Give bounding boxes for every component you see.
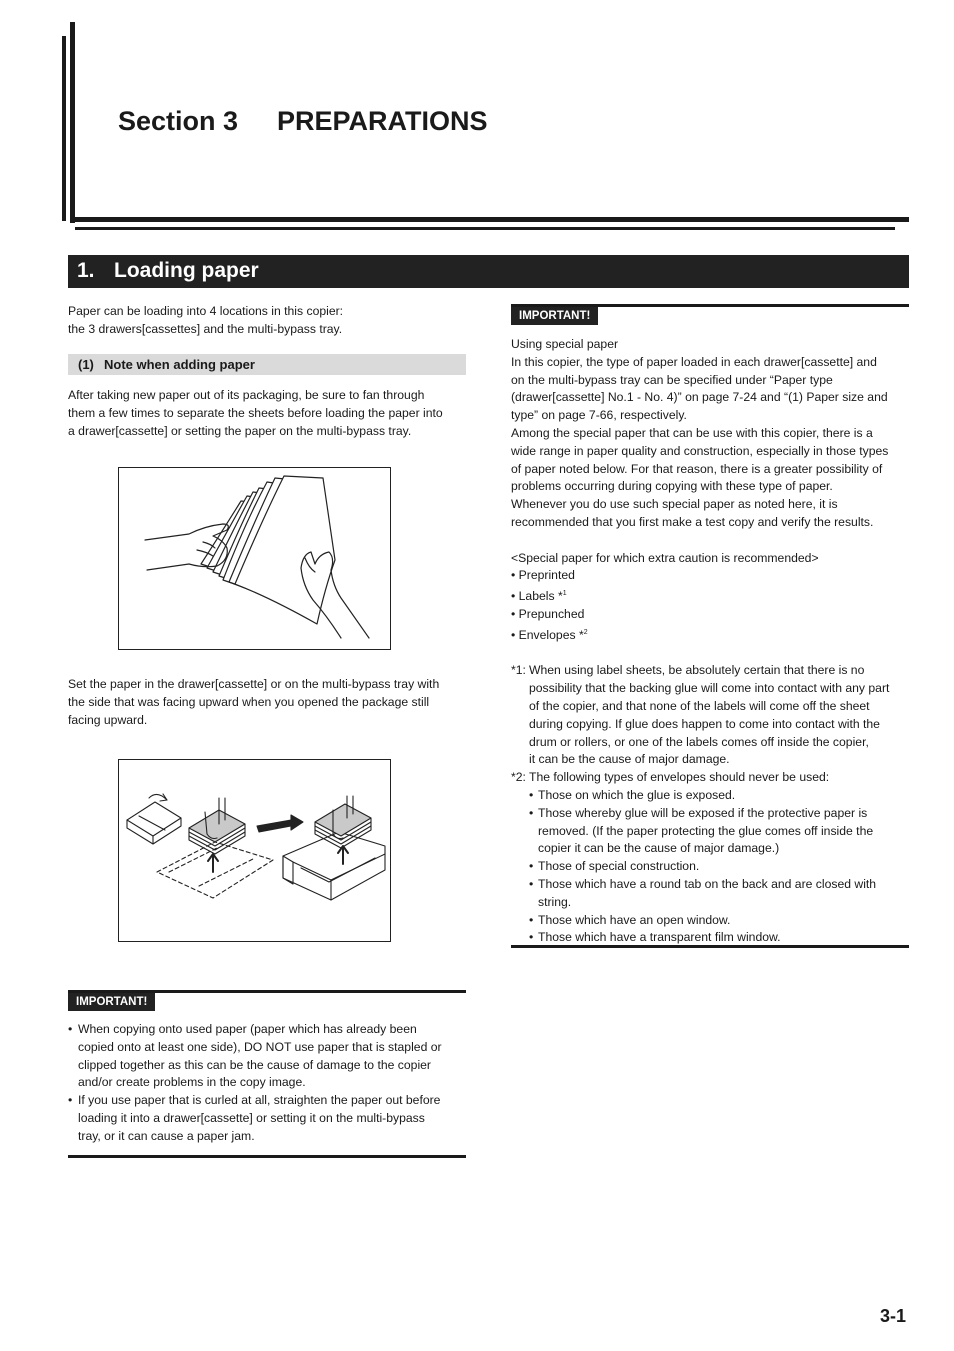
intro-line: Paper can be loading into 4 locations in this copier: xyxy=(68,304,344,318)
text-line: wide range in paper quality and construction, especially in those types xyxy=(511,443,889,458)
footnote-ref: 2 xyxy=(583,628,588,636)
footnote-label: *1: xyxy=(511,663,526,678)
footnote-line: When using label sheets, be absolutely certain that there is no xyxy=(529,663,865,678)
fanning-paper-illustration xyxy=(119,468,390,649)
special-paper-item xyxy=(511,567,909,585)
envelope-list xyxy=(511,787,909,947)
important-item xyxy=(68,1021,466,1092)
footnote-line: The following types of envelopes should never be used: xyxy=(529,770,830,785)
header-rule-thick xyxy=(70,217,909,222)
text-line: In this copier, the type of paper loaded in each drawer[cassette] and xyxy=(511,354,877,369)
item-line: • If you use paper that is curled at all, straighten the paper out before xyxy=(78,1093,441,1108)
item-line: tray, or it can cause a paper jam. xyxy=(78,1128,255,1143)
section-number: Section 3 xyxy=(118,106,239,136)
envelope-item xyxy=(529,876,909,912)
paragraph-line: the side that was facing upward when you opened the package still xyxy=(68,694,430,709)
paragraph-line: Set the paper in the drawer[cassette] or on the multi-bypass tray with xyxy=(68,677,440,691)
envelope-item xyxy=(529,805,909,858)
footnote-label: *2: xyxy=(511,770,526,785)
paper-orientation-illustration xyxy=(119,760,390,941)
important-rule-bottom-left xyxy=(68,1155,466,1158)
envelope-item xyxy=(529,858,909,876)
figure-fanning-paper xyxy=(118,467,391,650)
item-line: • Those of special construction. xyxy=(538,859,700,874)
item-text: • Prepunched xyxy=(511,606,585,621)
item-text: • Labels * xyxy=(511,589,563,604)
item-text: • Preprinted xyxy=(511,568,575,583)
important-list-left xyxy=(68,1021,466,1146)
footnote-line: during copying. If glue does happen to come into contact with the xyxy=(529,716,880,731)
item-line: copied onto at least one side), DO NOT use paper that is stapled or xyxy=(78,1039,442,1054)
item-line: and/or create problems in the copy image. xyxy=(78,1075,306,1090)
header-frame-left-inner xyxy=(70,22,75,223)
paragraph-line: After taking new paper out of its packaging, be sure to fan through xyxy=(68,388,425,402)
item-line: copier it can be the cause of major damage.) xyxy=(538,841,780,856)
important-rule-bottom-right xyxy=(511,945,909,948)
special-paper-item xyxy=(511,606,909,624)
text-line: of paper noted below. For that reason, there is a greater possibility of xyxy=(511,461,883,476)
chapter-number: 1. xyxy=(77,259,95,282)
important-item xyxy=(68,1092,466,1145)
special-paper-text xyxy=(511,336,909,947)
section-name: PREPARATIONS xyxy=(277,106,488,136)
item-line: removed. (If the paper protecting the glue comes off inside the xyxy=(538,823,874,838)
special-paper-list xyxy=(511,567,909,644)
chapter-heading xyxy=(68,255,909,288)
item-line: loading it into a drawer[cassette] or setting it on the multi-bypass xyxy=(78,1110,425,1125)
text-line: on the multi-bypass tray can be specified under “Paper type xyxy=(511,372,833,387)
item-line: • Those which have a transparent film window. xyxy=(538,930,781,945)
item-line: • When copying onto used paper (paper which has already been xyxy=(78,1022,417,1036)
subheading-number: (1) xyxy=(78,357,94,372)
paragraph-line: facing upward. xyxy=(68,712,148,727)
subheading-text: Note when adding paper xyxy=(104,357,255,372)
special-paper-item xyxy=(511,585,909,606)
item-line: • Those whereby glue will be exposed if the protective paper is xyxy=(538,805,868,820)
paragraph-line: a drawer[cassette] or setting the paper on the multi-bypass tray. xyxy=(68,423,412,438)
paper-orientation-paragraph xyxy=(68,676,439,729)
header-rule-thin xyxy=(75,227,895,230)
item-line: • Those on which the glue is exposed. xyxy=(538,787,736,802)
item-line: string. xyxy=(538,894,572,909)
important-label-right: IMPORTANT! xyxy=(511,307,598,325)
header-frame-left-outer xyxy=(62,36,66,221)
item-line: • Those which have a round tab on the back and are closed with xyxy=(538,876,877,891)
figure-paper-orientation xyxy=(118,759,391,942)
envelope-item xyxy=(529,787,909,805)
section-title xyxy=(118,106,488,137)
footnote-line: of the copier, and that none of the labels will come off the sheet xyxy=(529,698,870,713)
text-line: Whenever you do use such special paper as noted here, it is xyxy=(511,497,838,512)
intro-paragraph xyxy=(68,303,343,339)
paragraph-line: them a few times to separate the sheets before loading the paper into xyxy=(68,405,443,420)
footnote-1 xyxy=(511,662,909,769)
item-text: • Envelopes * xyxy=(511,627,584,642)
footnote-ref: 1 xyxy=(562,590,567,598)
subheading-note-adding-paper xyxy=(68,354,466,375)
envelope-item xyxy=(529,912,909,930)
text-line: recommended that you first make a test copy and verify the results. xyxy=(511,514,874,529)
footnote-line: possibility that the backing glue will come into contact with any part xyxy=(529,681,890,696)
item-line: • Those which have an open window. xyxy=(538,912,731,927)
fan-paper-paragraph xyxy=(68,387,443,440)
text-line: Using special paper xyxy=(511,337,619,351)
item-line: clipped together as this can be the cause of damage to the copier xyxy=(78,1057,431,1072)
page-number: 3-1 xyxy=(880,1306,907,1326)
important-label-left: IMPORTANT! xyxy=(68,993,155,1011)
footnote-line: it can be the cause of major damage. xyxy=(529,752,730,767)
special-paper-item xyxy=(511,624,909,645)
special-paper-heading: <Special paper for which extra caution is recommended> xyxy=(511,550,819,565)
text-line: (drawer[cassette] No.1 - No. 4)” on page 7-24 and “(1) Paper size and xyxy=(511,390,888,405)
text-line: problems occurring during copying with these type of paper. xyxy=(511,479,833,494)
text-line: Among the special paper that can be use with this copier, there is a xyxy=(511,425,873,440)
footnote-2 xyxy=(511,769,909,787)
chapter-title: Loading paper xyxy=(114,259,259,282)
intro-line: the 3 drawers[cassettes] and the multi-bypass tray. xyxy=(68,321,343,336)
text-line: type” on page 7-66, respectively. xyxy=(511,408,687,423)
footnote-line: drum or rollers, or one of the labels comes off inside the copier, xyxy=(529,734,869,749)
